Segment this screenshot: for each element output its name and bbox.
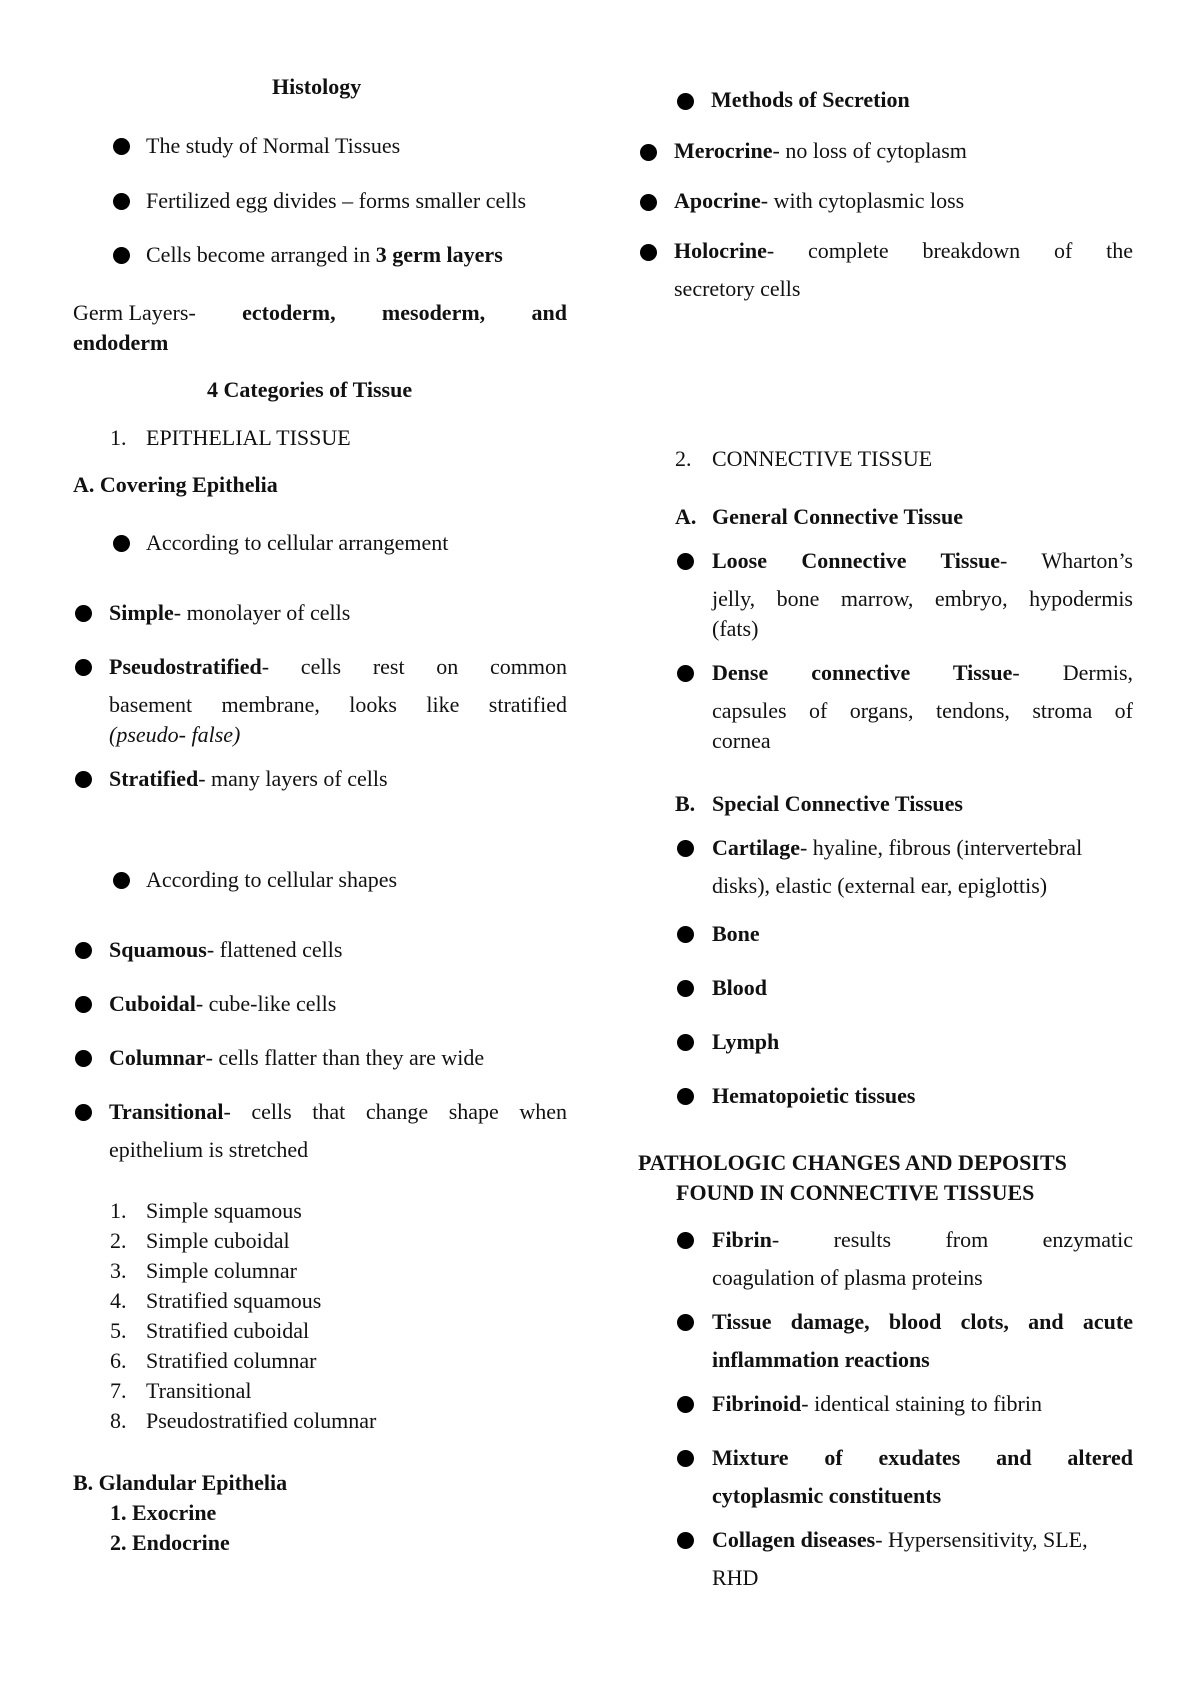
cuboidal-item: Cuboidal- cube-like cells [109,991,337,1016]
holocrine-line1: Holocrine- complete breakdown of the [674,238,1133,263]
tissue-damage-line1: Tissue damage, blood clots, and acute [712,1309,1133,1334]
special-heading: Special Connective Tissues [712,791,963,816]
bullet-icon [677,1450,694,1467]
type-num: 8. [110,1408,127,1433]
glandular-item: 1. Exocrine [110,1500,217,1525]
special-item: Bone [712,921,760,946]
bullet-icon [677,1088,694,1105]
stratified-item: Stratified- many layers of cells [109,766,388,791]
special-item: Lymph [712,1029,780,1054]
loose-line2: jelly, bone marrow, embryo, hypodermis [712,586,1133,611]
bullet-icon [677,665,694,682]
bullet-icon [75,659,92,676]
bullet-icon [677,980,694,997]
collagen-line1: Collagen diseases- Hypersensitivity, SLE, [712,1527,1088,1552]
covering-heading: A. Covering Epithelia [73,472,278,497]
bullet-icon [677,1232,694,1249]
germ-layers-line2: endoderm [73,330,169,355]
squamous-item: Squamous- flattened cells [109,937,343,962]
cartilage-line1: Cartilage- hyaline, fibrous (intervertebral [712,835,1083,860]
bullet-icon [75,1050,92,1067]
type-item: Simple columnar [146,1258,297,1283]
glandular-heading: B. Glandular Epithelia [73,1470,288,1495]
connective-heading: CONNECTIVE TISSUE [712,446,933,471]
type-item: Transitional [146,1378,252,1403]
bullet-icon [640,244,657,261]
fibrin-line2: coagulation of plasma proteins [712,1265,983,1290]
intro-bullet-1: The study of Normal Tissues [146,133,401,158]
patho-heading-line1: PATHOLOGIC CHANGES AND DEPOSITS [638,1150,1067,1175]
arrangement-bullet: According to cellular arrangement [146,530,449,555]
intro-bullet-3: Cells become arranged in 3 germ layers [146,242,503,267]
bullet-icon [113,138,130,155]
loose-line3: (fats) [712,616,759,641]
epithelial-heading: EPITHELIAL TISSUE [146,425,351,450]
cartilage-line2: disks), elastic (external ear, epiglottis) [712,873,1048,898]
bullet-icon [75,605,92,622]
pseudo-line3: (pseudo- false) [109,722,241,747]
glandular-item: 2. Endocrine [110,1530,230,1555]
tissue-damage-line2: inflammation reactions [712,1347,930,1372]
collagen-line2: RHD [712,1565,759,1590]
type-item: Simple squamous [146,1198,302,1223]
bullet-icon [677,1396,694,1413]
patho-heading-line2: FOUND IN CONNECTIVE TISSUES [676,1180,1035,1205]
holocrine-line2: secretory cells [674,276,801,301]
germ-layers-line: Germ Layers- ectoderm, mesoderm, and [73,300,567,325]
fibrinoid-item: Fibrinoid- identical staining to fibrin [712,1391,1042,1416]
special-item: Hematopoietic tissues [712,1083,916,1108]
shapes-bullet: According to cellular shapes [146,867,398,892]
transitional-line2: epithelium is stretched [109,1137,309,1162]
type-num: 4. [110,1288,127,1313]
general-heading: General Connective Tissue [712,504,963,529]
general-letter: A. [675,504,697,529]
special-item: Blood [712,975,768,1000]
page-title: Histology [272,74,362,99]
bullet-icon [75,1104,92,1121]
type-item: Simple cuboidal [146,1228,290,1253]
special-letter: B. [675,791,696,816]
categories-title: 4 Categories of Tissue [207,377,413,402]
dense-line2: capsules of organs, tendons, stroma of [712,698,1133,723]
type-num: 6. [110,1348,127,1373]
bullet-icon [113,872,130,889]
bullet-icon [677,840,694,857]
epithelial-num: 1. [110,425,127,450]
loose-line1: Loose Connective Tissue- Wharton’s [712,548,1133,573]
columnar-item: Columnar- cells flatter than they are wide [109,1045,485,1070]
type-num: 1. [110,1198,127,1223]
pseudo-line1: Pseudostratified- cells rest on common [109,654,567,679]
intro-bullet-2: Fertilized egg divides – forms smaller cells [146,188,527,213]
type-item: Pseudostratified columnar [146,1408,377,1433]
bullet-icon [75,942,92,959]
dense-line1: Dense connective Tissue- Dermis, [712,660,1134,685]
pseudo-line2: basement membrane, looks like stratified [109,692,567,717]
connective-num: 2. [675,446,692,471]
apocrine-item: Apocrine- with cytoplasmic loss [674,188,965,213]
type-item: Stratified cuboidal [146,1318,310,1343]
bullet-icon [75,996,92,1013]
bullet-icon [677,1034,694,1051]
bullet-icon [677,93,694,110]
bullet-icon [640,194,657,211]
bullet-icon [113,193,130,210]
merocrine-item: Merocrine- no loss of cytoplasm [674,138,967,163]
simple-item: Simple- monolayer of cells [109,600,351,625]
bullet-icon [677,926,694,943]
type-num: 3. [110,1258,127,1283]
fibrin-line1: Fibrin- results from enzymatic [712,1227,1133,1252]
bullet-icon [113,535,130,552]
transitional-line1: Transitional- cells that change shape when [109,1099,567,1124]
bullet-icon [677,1314,694,1331]
type-item: Stratified squamous [146,1288,322,1313]
bullet-icon [640,144,657,161]
type-num: 7. [110,1378,127,1403]
bullet-icon [677,553,694,570]
bullet-icon [75,771,92,788]
bullet-icon [677,1532,694,1549]
type-num: 2. [110,1228,127,1253]
mixture-line2: cytoplasmic constituents [712,1483,942,1508]
mixture-line1: Mixture of exudates and altered [712,1445,1133,1470]
type-num: 5. [110,1318,127,1343]
dense-line3: cornea [712,728,771,753]
secretion-heading: Methods of Secretion [711,87,910,112]
type-item: Stratified columnar [146,1348,317,1373]
bullet-icon [113,247,130,264]
